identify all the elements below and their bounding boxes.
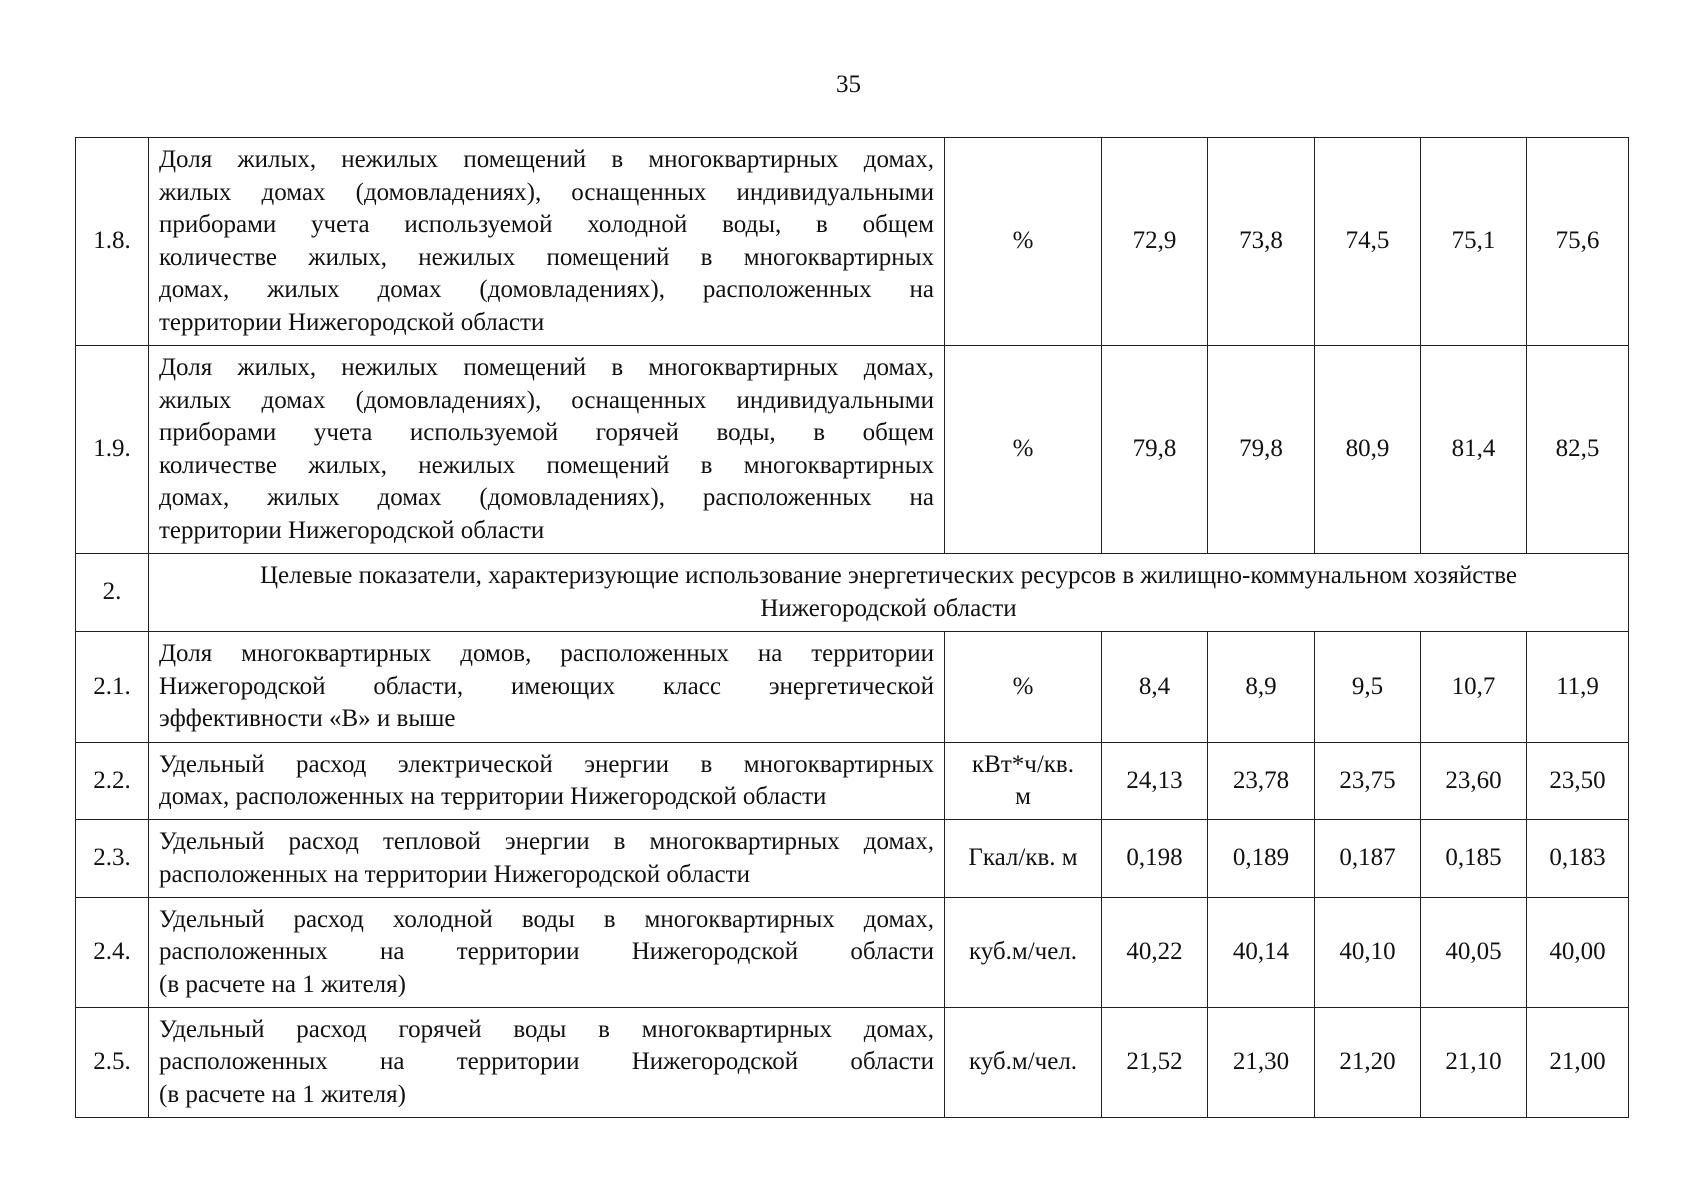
description-line: Удельный расход холодной воды в многоквартирных домах, — [159, 905, 934, 933]
value-cell: 21,20 — [1315, 1008, 1421, 1118]
row-number: 2.4. — [76, 898, 149, 1008]
description-line: (в расчете на 1 жителя) — [159, 970, 406, 998]
value-cell: 23,50 — [1527, 743, 1629, 820]
value-cell: 0,183 — [1527, 820, 1629, 898]
section-title-line: Нижегородской области — [760, 594, 1017, 622]
table-row — [76, 743, 1629, 820]
table-row — [76, 1008, 1629, 1118]
unit-line: м — [1015, 783, 1031, 810]
description-line: территории Нижегородской области — [159, 516, 545, 544]
row-description — [149, 346, 945, 554]
description-line: домах, жилых домах (домовладениях), расположенных на — [159, 276, 934, 303]
value-cell: 40,14 — [1208, 898, 1315, 1008]
row-number: 2.2. — [76, 743, 149, 820]
description-line: Доля многоквартирных домов, расположенных на территории — [159, 640, 934, 668]
value-cell: 82,5 — [1527, 346, 1629, 554]
row-unit: % — [945, 632, 1102, 743]
value-cell: 21,00 — [1527, 1008, 1629, 1118]
description-line: количестве жилых, нежилых помещений в многоквартирных — [159, 243, 934, 271]
value-cell: 24,13 — [1102, 743, 1208, 820]
table-row — [76, 138, 1629, 346]
value-cell: 11,9 — [1527, 632, 1629, 743]
description-line: домах, расположенных на территории Нижегородской области — [159, 783, 827, 810]
row-number: 2.3. — [76, 820, 149, 898]
value-cell: 75,1 — [1421, 138, 1527, 346]
row-number: 2.1. — [76, 632, 149, 743]
value-cell: 40,05 — [1421, 898, 1527, 1008]
description-line: Доля жилых, нежилых помещений в многоквартирных домах, — [159, 146, 934, 173]
row-description — [149, 820, 945, 898]
value-cell: 8,4 — [1102, 632, 1208, 743]
value-cell: 79,8 — [1208, 346, 1315, 554]
description-line: приборами учета используемой горячей воды, в общем — [159, 419, 934, 446]
section-title — [149, 554, 1629, 632]
description-line: Удельный расход тепловой энергии в многоквартирных домах, — [159, 828, 934, 855]
table-row — [76, 346, 1629, 554]
value-cell: 74,5 — [1315, 138, 1421, 346]
description-line: (в расчете на 1 жителя) — [159, 1080, 406, 1108]
table-row — [76, 632, 1629, 743]
table-row — [76, 820, 1629, 898]
description-line: домах, жилых домах (домовладениях), расположенных на — [159, 484, 934, 511]
row-unit: % — [945, 346, 1102, 554]
value-cell: 9,5 — [1315, 632, 1421, 743]
value-cell: 10,7 — [1421, 632, 1527, 743]
value-cell: 72,9 — [1102, 138, 1208, 346]
section-title-line: Целевые показатели, характеризующие использование энергетических ресурсов в жилищно-коммунальном хозяйстве — [259, 562, 1517, 589]
value-cell: 8,9 — [1208, 632, 1315, 743]
value-cell: 40,10 — [1315, 898, 1421, 1008]
value-cell: 23,75 — [1315, 743, 1421, 820]
row-description — [149, 743, 945, 820]
row-unit: куб.м/чел. — [945, 898, 1102, 1008]
row-unit — [945, 743, 1102, 820]
row-unit: % — [945, 138, 1102, 346]
value-cell: 81,4 — [1421, 346, 1527, 554]
description-line: расположенных на территории Нижегородской области — [159, 938, 934, 966]
value-cell: 23,78 — [1208, 743, 1315, 820]
row-description — [149, 632, 945, 743]
value-cell: 80,9 — [1315, 346, 1421, 554]
value-cell: 21,30 — [1208, 1008, 1315, 1118]
value-cell: 40,22 — [1102, 898, 1208, 1008]
value-cell: 21,52 — [1102, 1008, 1208, 1118]
value-cell: 73,8 — [1208, 138, 1315, 346]
row-number: 1.8. — [76, 138, 149, 346]
value-cell: 0,187 — [1315, 820, 1421, 898]
description-line: Доля жилых, нежилых помещений в многоквартирных домах, — [159, 354, 934, 381]
value-cell: 0,198 — [1102, 820, 1208, 898]
unit-line: кВт*ч/кв. — [972, 750, 1074, 778]
description-line: жилых домах (домовладениях), оснащенных индивидуальными — [159, 178, 934, 206]
row-number: 1.9. — [76, 346, 149, 554]
description-line: жилых домах (домовладениях), оснащенных индивидуальными — [159, 386, 934, 414]
description-line: Удельный расход горячей воды в многоквартирных домах, — [159, 1015, 934, 1043]
row-unit: куб.м/чел. — [945, 1008, 1102, 1118]
row-description — [149, 898, 945, 1008]
description-line: расположенных на территории Нижегородской области — [159, 860, 750, 888]
section-number: 2. — [76, 554, 149, 632]
section-row — [76, 554, 1629, 632]
value-cell: 0,185 — [1421, 820, 1527, 898]
description-line: количестве жилых, нежилых помещений в многоквартирных — [159, 451, 934, 479]
table-row — [76, 898, 1629, 1008]
value-cell: 21,10 — [1421, 1008, 1527, 1118]
description-line: Нижегородской области, имеющих класс энергетической — [159, 672, 934, 700]
page-number: 35 — [836, 71, 861, 98]
description-line: территории Нижегородской области — [159, 308, 545, 336]
value-cell: 23,60 — [1421, 743, 1527, 820]
indicators-table — [75, 137, 1629, 1118]
value-cell: 75,6 — [1527, 138, 1629, 346]
description-line: эффективности «В» и выше — [159, 705, 456, 733]
description-line: расположенных на территории Нижегородской области — [159, 1048, 934, 1076]
description-line: Удельный расход электрической энергии в многоквартирных — [159, 750, 934, 778]
row-description — [149, 1008, 945, 1118]
value-cell: 79,8 — [1102, 346, 1208, 554]
value-cell: 0,189 — [1208, 820, 1315, 898]
row-unit: Гкал/кв. м — [945, 820, 1102, 898]
row-description — [149, 138, 945, 346]
description-line: приборами учета используемой холодной воды, в общем — [159, 211, 934, 238]
value-cell: 40,00 — [1527, 898, 1629, 1008]
row-number: 2.5. — [76, 1008, 149, 1118]
